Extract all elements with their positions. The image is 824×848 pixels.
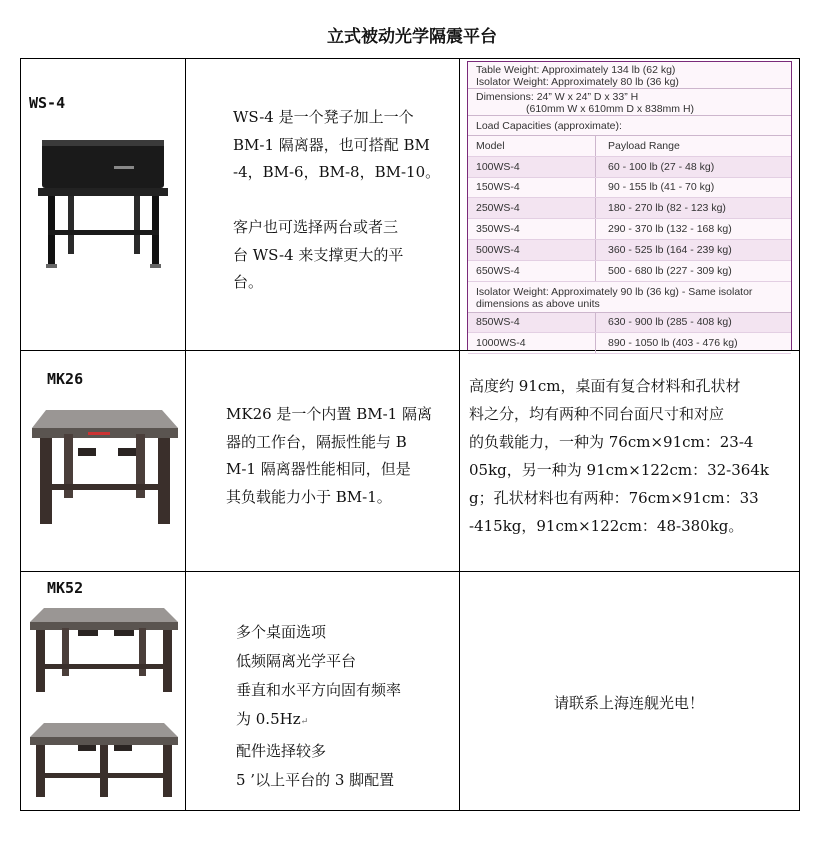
spec-range: 290 - 370 lb (132 - 168 kg) <box>608 223 732 236</box>
ws4-description <box>233 104 453 297</box>
model-label-mk26: MK26 <box>47 370 84 388</box>
spec-text: Isolator Weight: Approximately 90 lb (36 kg) - Same isolator <box>476 285 753 298</box>
note-line: 05kg，另一种为 91cm×122cm：32-364k <box>469 461 769 479</box>
note-line: -415kg，91cm×122cm：48-380kg。 <box>469 517 744 535</box>
desc-line: BM-1 隔离器，也可搭配 BM <box>233 135 430 154</box>
desc-line: 客户也可选择两台或者三 <box>233 218 399 236</box>
spec-row <box>468 219 791 240</box>
table-col-divider <box>185 58 186 811</box>
table-border-right <box>799 58 800 811</box>
spec-row <box>468 240 791 261</box>
spec-model: 650WS-4 <box>468 261 596 281</box>
spec-row <box>468 157 791 178</box>
page-title: 立式被动光学隔震平台 <box>327 27 497 47</box>
mk26-description <box>226 401 456 511</box>
ws4-spec-table <box>467 61 792 350</box>
mk26-specs-note <box>469 372 797 540</box>
spec-header-row <box>468 136 791 157</box>
contact-note: 请联系上海连舰光电！ <box>553 694 704 712</box>
spec-text: Dimensions: 24” W x 24” D x 33” H <box>476 91 639 103</box>
spec-range: 890 - 1050 lb (403 - 476 kg) <box>608 337 738 350</box>
table-border-left <box>20 58 21 811</box>
spec-row <box>468 198 791 219</box>
ws4-product-image <box>34 130 174 270</box>
feature-line: 低频隔离光学平台 <box>236 652 357 670</box>
model-label-ws4: WS-4 <box>29 94 66 112</box>
spec-text: dimensions as above units <box>476 297 600 310</box>
spec-range: 630 - 900 lb (285 - 408 kg) <box>608 316 732 329</box>
spec-dimensions <box>468 89 791 116</box>
mk52-features <box>236 618 456 795</box>
spec-row <box>468 261 791 282</box>
spec-row <box>468 333 791 354</box>
spec-text: Table Weight: Approximately 134 lb (62 kg) <box>476 64 676 76</box>
return-mark-icon: ↵ <box>300 717 309 727</box>
desc-line: 其负载能力小于 BM-1。 <box>226 487 392 506</box>
desc-line: 器的工作台，隔振性能与 B <box>226 432 407 451</box>
desc-line <box>233 187 453 215</box>
mk26-product-image <box>28 392 180 532</box>
spec-header-payload: Payload Range <box>608 139 680 152</box>
spec-model: 100WS-4 <box>468 157 596 177</box>
desc-line: WS-4 是一个凳子加上一个 <box>233 108 414 126</box>
desc-line: M-1 隔离器性能相同，但是 <box>226 460 411 478</box>
spec-model: 850WS-4 <box>468 313 596 333</box>
spec-range: 180 - 270 lb (82 - 123 kg) <box>608 202 726 215</box>
spec-range: 360 - 525 lb (164 - 239 kg) <box>608 243 732 256</box>
spec-model: 1000WS-4 <box>468 333 596 353</box>
spec-header-model: Model <box>468 136 596 156</box>
spec-text: (610mm W x 610mm D x 838mm H) <box>526 103 695 115</box>
feature-text: 为 0.5Hz <box>236 710 301 728</box>
spec-model: 500WS-4 <box>468 240 596 260</box>
spec-capacities-label: Load Capacities (approximate): <box>468 116 791 136</box>
table-row-divider <box>20 571 800 572</box>
spec-model: 250WS-4 <box>468 198 596 218</box>
feature-line: 5 ’以上平台的 3 脚配置 <box>236 771 395 789</box>
mk52-product-image-1 <box>28 600 180 698</box>
spec-row <box>468 313 791 334</box>
spec-range: 90 - 155 lb (41 - 70 kg) <box>608 181 715 194</box>
spec-isolator-note <box>468 282 791 313</box>
note-line: 料之分，均有两种不同台面尺寸和对应 <box>469 405 725 423</box>
feature-line: 多个桌面选项 <box>236 623 327 641</box>
note-line: g；孔状材料也有两种：76cm×91cm：33 <box>469 489 759 507</box>
table-border-bottom <box>20 810 800 811</box>
spec-range: 60 - 100 lb (27 - 48 kg) <box>608 160 715 173</box>
model-label-mk52: MK52 <box>47 579 84 597</box>
spec-range: 500 - 680 lb (227 - 309 kg) <box>608 264 732 277</box>
feature-line: 配件选择较多 <box>236 742 327 760</box>
desc-line: 台。 <box>233 273 264 291</box>
feature-line <box>236 705 456 737</box>
spec-model: 150WS-4 <box>468 178 596 198</box>
feature-line: 垂直和水平方向固有频率 <box>236 681 402 699</box>
mk52-product-image-2 <box>28 715 180 801</box>
note-line: 高度约 91cm，桌面有复合材料和孔状材 <box>469 377 741 395</box>
spec-text: Isolator Weight: Approximately 80 lb (36 kg) <box>476 76 679 88</box>
spec-model: 350WS-4 <box>468 219 596 239</box>
note-line: 的负载能力，一种为 76cm×91cm：23-4 <box>469 433 754 451</box>
spec-row <box>468 178 791 199</box>
desc-line: -4，BM-6，BM-8，BM-10。 <box>233 163 441 181</box>
spec-weights <box>468 62 791 89</box>
desc-line: 台 WS-4 来支撑更大的平 <box>233 245 404 264</box>
table-border-top <box>20 58 800 59</box>
desc-line: MK26 是一个内置 BM-1 隔离 <box>226 405 432 423</box>
